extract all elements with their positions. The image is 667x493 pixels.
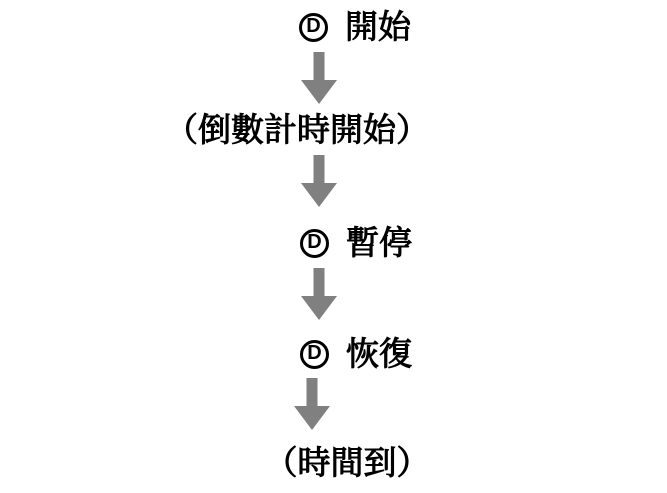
step-pause-label: 暫停: [346, 224, 412, 261]
circled-d-icon: [300, 229, 329, 258]
state-time-up: [265, 444, 430, 482]
down-arrow-icon: [301, 155, 337, 207]
down-arrow-icon: [301, 52, 337, 104]
step-start: [299, 8, 411, 46]
state-countdown-start: [165, 111, 429, 149]
step-pause: [300, 224, 412, 262]
circled-d-letter: D: [307, 342, 322, 364]
state-countdown-start-label: （倒數計時開始）: [165, 111, 429, 148]
step-resume: [300, 335, 412, 373]
down-arrow-icon: [301, 268, 337, 320]
circled-d-letter: D: [307, 231, 322, 253]
circled-d-icon: [299, 13, 328, 42]
step-resume-label: 恢復: [346, 335, 412, 372]
down-arrow-icon: [294, 378, 330, 430]
state-time-up-label: （時間到）: [264, 444, 430, 481]
circled-d-icon: [300, 340, 329, 369]
circled-d-letter: D: [306, 15, 321, 37]
step-start-label: 開始: [345, 8, 411, 45]
